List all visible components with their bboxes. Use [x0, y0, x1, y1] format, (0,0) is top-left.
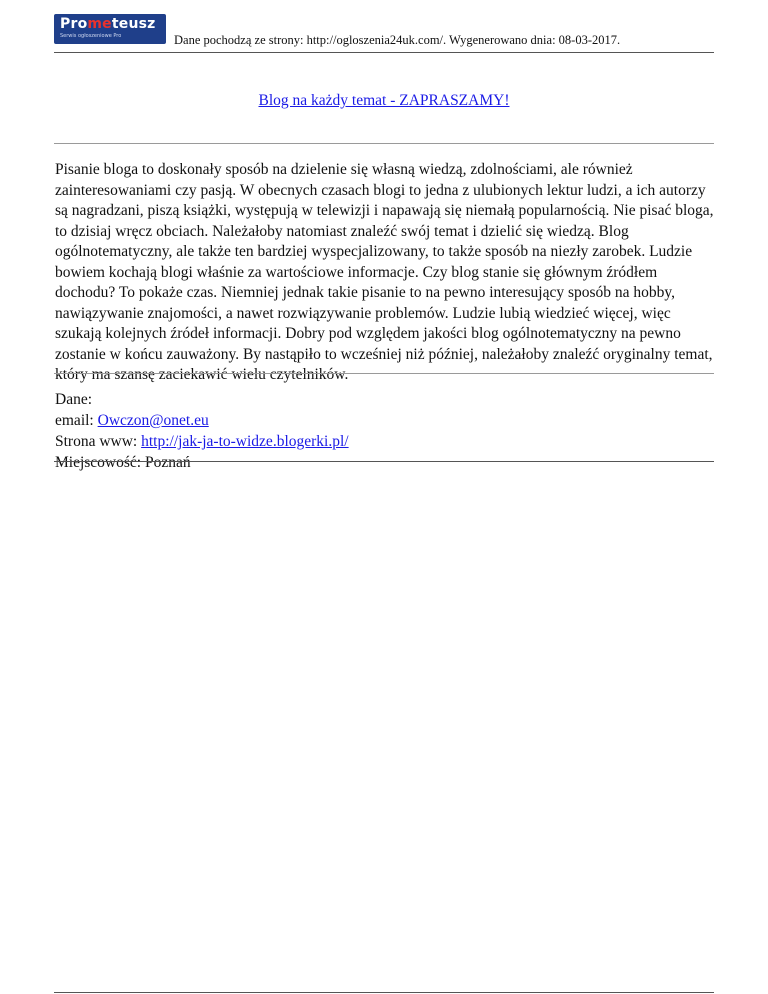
city-value: Poznań	[144, 454, 191, 471]
details-heading: Dane:	[55, 391, 93, 408]
website-row	[55, 431, 715, 452]
article-body: Pisanie bloga to doskonały sposób na dzielenie się własną wiedzą, zdolnościami, ale również zainteresowaniami czy pasją. W obecnych czasach blogi to jedna z ulubionych lektur ludzi, a ich autorzy są nagradzani, piszą książki, występują w telewizji i napawają się niemałą popularnością. Nie pisać bloga, to dzisiaj wręcz obciach. Należałoby natomiast znaleźć swój temat i dzielić się wiedzą. Blog ogólnotematyczny, ale także ten bardziej wyspecjalizowany, to także sposób na niezły zarobek. Ludzie bowiem kochają blogi właśnie za wartościowe informacje. Czy blog stanie się głównym źródłem dochodu? To pokaże czas. Niemniej jednak takie pisanie to na pewno interesujący sposób na hobby, nawiązywanie znajomości, a nawet rozwiązywanie problemów. Ludzie lubią wiedzieć więcej, więc szukają kolejnych źródeł informacji. Dobry pod względem jakości blog ogólnotematyczny na pewno zostanie w końcu zauważony. By nastąpiło to wcześniej niż później, należałoby znaleźć oryginalny temat, który ma szansę zaciekawić wielu czytelników.	[55, 161, 714, 383]
article-title	[54, 92, 714, 110]
page-header	[54, 14, 714, 53]
website-link[interactable]: http://jak-ja-to-widze.blogerki.pl/	[141, 433, 349, 450]
divider-bottom	[54, 461, 714, 462]
email-row	[55, 410, 715, 431]
page-footer-rule	[54, 992, 714, 993]
logo-tagline: Serwis ogłoszeniowe Pro	[60, 33, 122, 39]
divider-top	[54, 143, 714, 144]
article-title-link[interactable]: Blog na każdy temat - ZAPRASZAMY!	[258, 92, 510, 109]
website-label: Strona www:	[55, 433, 142, 450]
email-link[interactable]: Owczon@onet.eu	[97, 412, 209, 429]
prometeusz-logo	[54, 14, 166, 44]
city-label: Miejscowość:	[55, 454, 145, 471]
divider-middle	[54, 373, 714, 374]
logo-wordmark: Prometeusz	[60, 16, 156, 32]
email-label: email:	[55, 412, 98, 429]
city-row	[55, 452, 715, 473]
source-note: Dane pochodzą ze strony: http://ogloszenia24uk.com/. Wygenerowano dnia: 08-03-2017.	[174, 33, 621, 47]
